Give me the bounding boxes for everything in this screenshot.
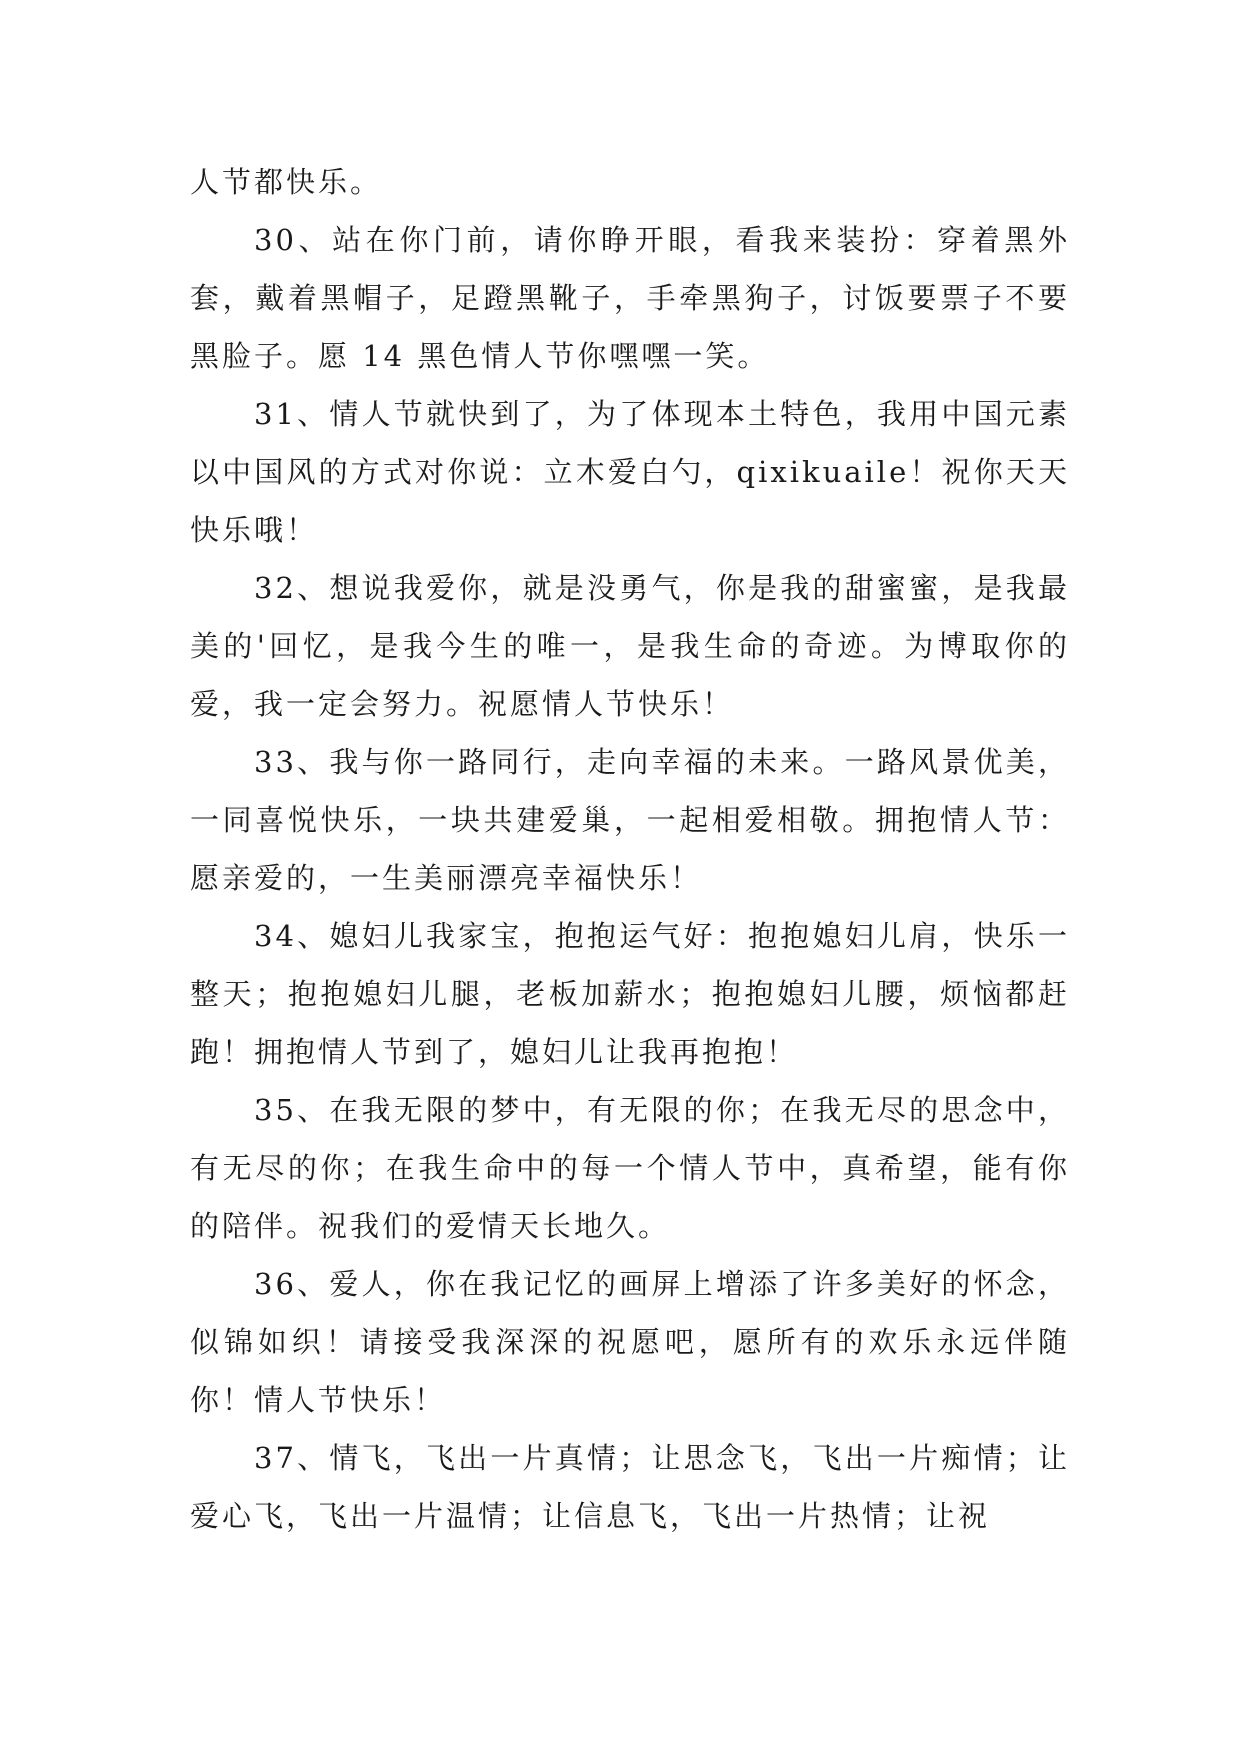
paragraph-continuation: 人节都快乐。 xyxy=(190,165,383,199)
paragraph-34: 34、媳妇儿我家宝，抱抱运气好：抱抱媳妇儿肩，快乐一整天；抱抱媳妇儿腿，老板加薪水；抱抱媳妇儿腰，烦恼都赶跑！拥抱情人节到了，媳妇儿让我再抱抱！ xyxy=(190,919,1070,1069)
paragraph-36: 36、爱人，你在我记忆的画屏上增添了许多美好的怀念，似锦如织！请接受我深深的祝愿吧，愿所有的欢乐永远伴随你！情人节快乐！ xyxy=(190,1267,1070,1417)
paragraph-30: 30、站在你门前，请你睁开眼，看我来装扮：穿着黑外套，戴着黑帽子，足蹬黑靴子，手牵黑狗子，讨饭要票子不要黑脸子。愿 14 黑色情人节你嘿嘿一笑。 xyxy=(190,223,1070,373)
paragraph-31: 31、情人节就快到了，为了体现本土特色，我用中国元素以中国风的方式对你说：立木爱白勺，qixikuaile！祝你天天快乐哦！ xyxy=(190,397,1070,547)
paragraph-33: 33、我与你一路同行，走向幸福的未来。一路风景优美，一同喜悦快乐，一块共建爱巢，一起相爱相敬。拥抱情人节：愿亲爱的，一生美丽漂亮幸福快乐！ xyxy=(190,745,1070,895)
paragraph-35: 35、在我无限的梦中，有无限的你；在我无尽的思念中，有无尽的你；在我生命中的每一个情人节中，真希望，能有你的陪伴。祝我们的爱情天长地久。 xyxy=(190,1093,1070,1243)
document-body xyxy=(190,153,1070,1545)
paragraph-37: 37、情飞，飞出一片真情；让思念飞，飞出一片痴情；让爱心飞，飞出一片温情；让信息飞，飞出一片热情；让祝 xyxy=(190,1441,1070,1533)
paragraph-32: 32、想说我爱你，就是没勇气，你是我的甜蜜蜜，是我最美的'回忆，是我今生的唯一，是我生命的奇迹。为博取你的爱，我一定会努力。祝愿情人节快乐！ xyxy=(190,571,1070,721)
